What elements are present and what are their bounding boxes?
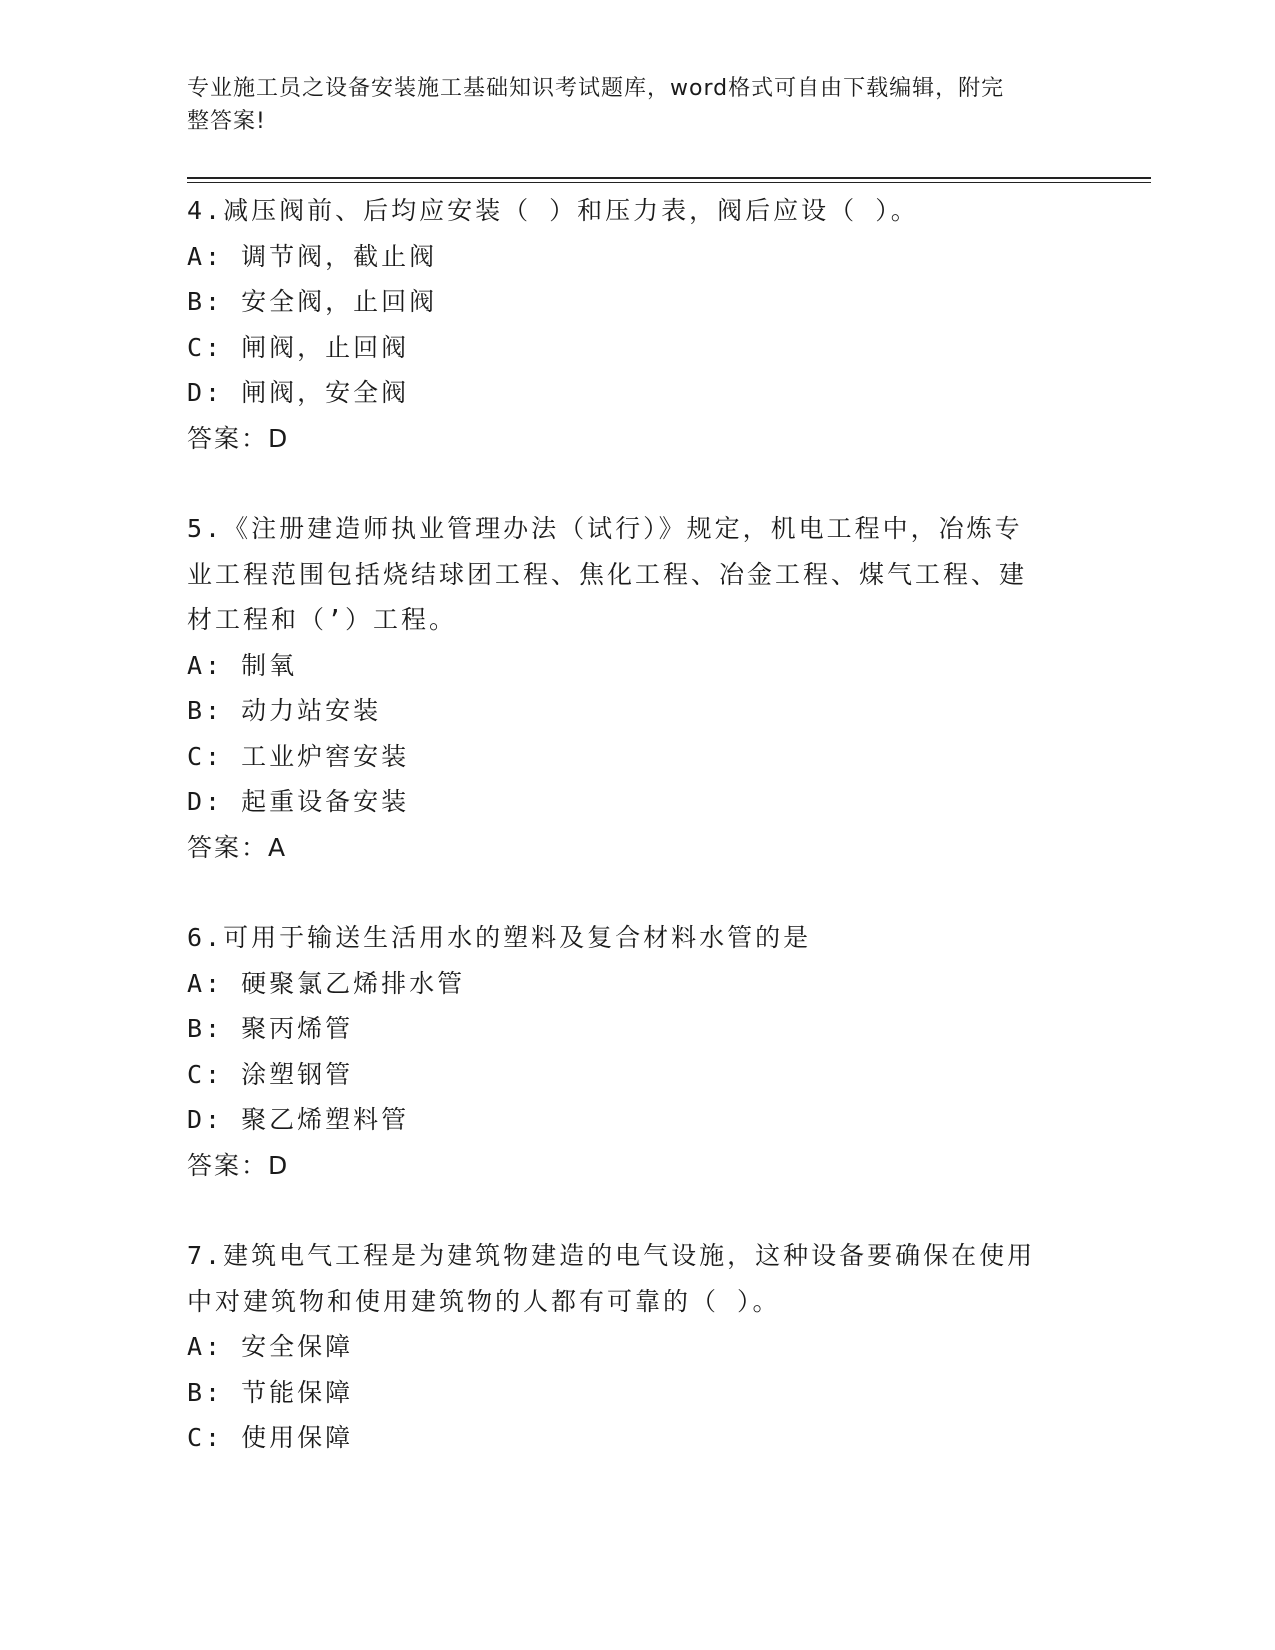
question-stem: 材工程和（’）工程。 <box>187 605 458 634</box>
option-d <box>187 1097 1067 1143</box>
option-text: 节能保障 <box>241 1377 354 1407</box>
option-b <box>187 688 1067 734</box>
option-text: 使用保障 <box>241 1423 354 1452</box>
option-a <box>187 1324 1067 1370</box>
option-text: 制氧 <box>241 650 298 680</box>
option-letter: C: <box>187 332 224 362</box>
option-letter: B: <box>187 1377 224 1407</box>
option-c <box>187 734 1067 780</box>
option-text: 硬聚氯乙烯排水管 <box>241 968 466 998</box>
option-letter: C: <box>187 1059 224 1089</box>
question-5 <box>187 506 1067 870</box>
option-letter: C: <box>187 741 224 771</box>
option-b <box>187 1370 1067 1416</box>
option-a <box>187 234 1067 280</box>
question-stem: 4.减压阀前、后均应安装（ ）和压力表，阀后应设（ ）。 <box>187 196 919 225</box>
option-text: 工业炉窖安装 <box>241 741 410 771</box>
answer-line: 答案：A <box>187 832 288 862</box>
option-letter: D: <box>187 378 224 407</box>
option-text: 调节阀，截止阀 <box>241 241 438 271</box>
header-intro-line-2: 整答案! <box>187 109 266 134</box>
option-text: 聚乙烯塑料管 <box>241 1105 410 1134</box>
question-stem: 7.建筑电气工程是为建筑物建造的电气设施，这种设备要确保在使用 <box>187 1241 1036 1270</box>
question-stem: 中对建筑物和使用建筑物的人都有可靠的（ ）。 <box>187 1286 781 1316</box>
option-text: 安全阀，止回阀 <box>241 287 438 316</box>
answer-line: 答案：D <box>187 423 290 453</box>
option-letter: A: <box>187 1332 224 1361</box>
document-header <box>187 72 1067 138</box>
header-intro-line-1: 专业施工员之设备安装施工基础知识考试题库，word格式可自由下载编辑，附完 <box>187 76 1005 101</box>
option-letter: D: <box>187 1105 224 1134</box>
option-text: 动力站安装 <box>241 696 382 725</box>
question-stem: 6.可用于输送生活用水的塑料及复合材料水管的是 <box>187 923 812 952</box>
option-letter: C: <box>187 1423 224 1452</box>
question-list <box>187 188 1067 1461</box>
option-c <box>187 1415 1067 1461</box>
option-c <box>187 1052 1067 1098</box>
option-letter: D: <box>187 787 224 816</box>
question-4 <box>187 188 1067 461</box>
option-letter: B: <box>187 1014 224 1043</box>
option-text: 起重设备安装 <box>241 787 410 816</box>
header-divider-thick <box>187 177 1151 179</box>
option-text: 闸阀，止回阀 <box>241 332 410 362</box>
option-letter: A: <box>187 968 224 998</box>
option-letter: A: <box>187 650 224 680</box>
question-stem: 业工程范围包括烧结球团工程、焦化工程、冶金工程、煤气工程、建 <box>187 559 1028 589</box>
header-divider-thin <box>187 182 1151 183</box>
option-b <box>187 1006 1067 1052</box>
option-letter: B: <box>187 287 224 316</box>
option-b <box>187 279 1067 325</box>
question-6 <box>187 915 1067 1188</box>
option-c <box>187 325 1067 371</box>
option-d <box>187 370 1067 416</box>
question-7 <box>187 1233 1067 1461</box>
option-letter: A: <box>187 241 224 271</box>
option-text: 聚丙烯管 <box>241 1014 354 1043</box>
answer-line: 答案：D <box>187 1150 290 1180</box>
option-text: 闸阀，安全阀 <box>241 378 410 407</box>
option-d <box>187 779 1067 825</box>
option-a <box>187 643 1067 689</box>
option-a <box>187 961 1067 1007</box>
option-text: 安全保障 <box>241 1332 354 1361</box>
option-letter: B: <box>187 696 224 725</box>
option-text: 涂塑钢管 <box>241 1059 354 1089</box>
question-stem: 5.《注册建造师执业管理办法（试行）》规定，机电工程中，冶炼专 <box>187 514 1023 543</box>
